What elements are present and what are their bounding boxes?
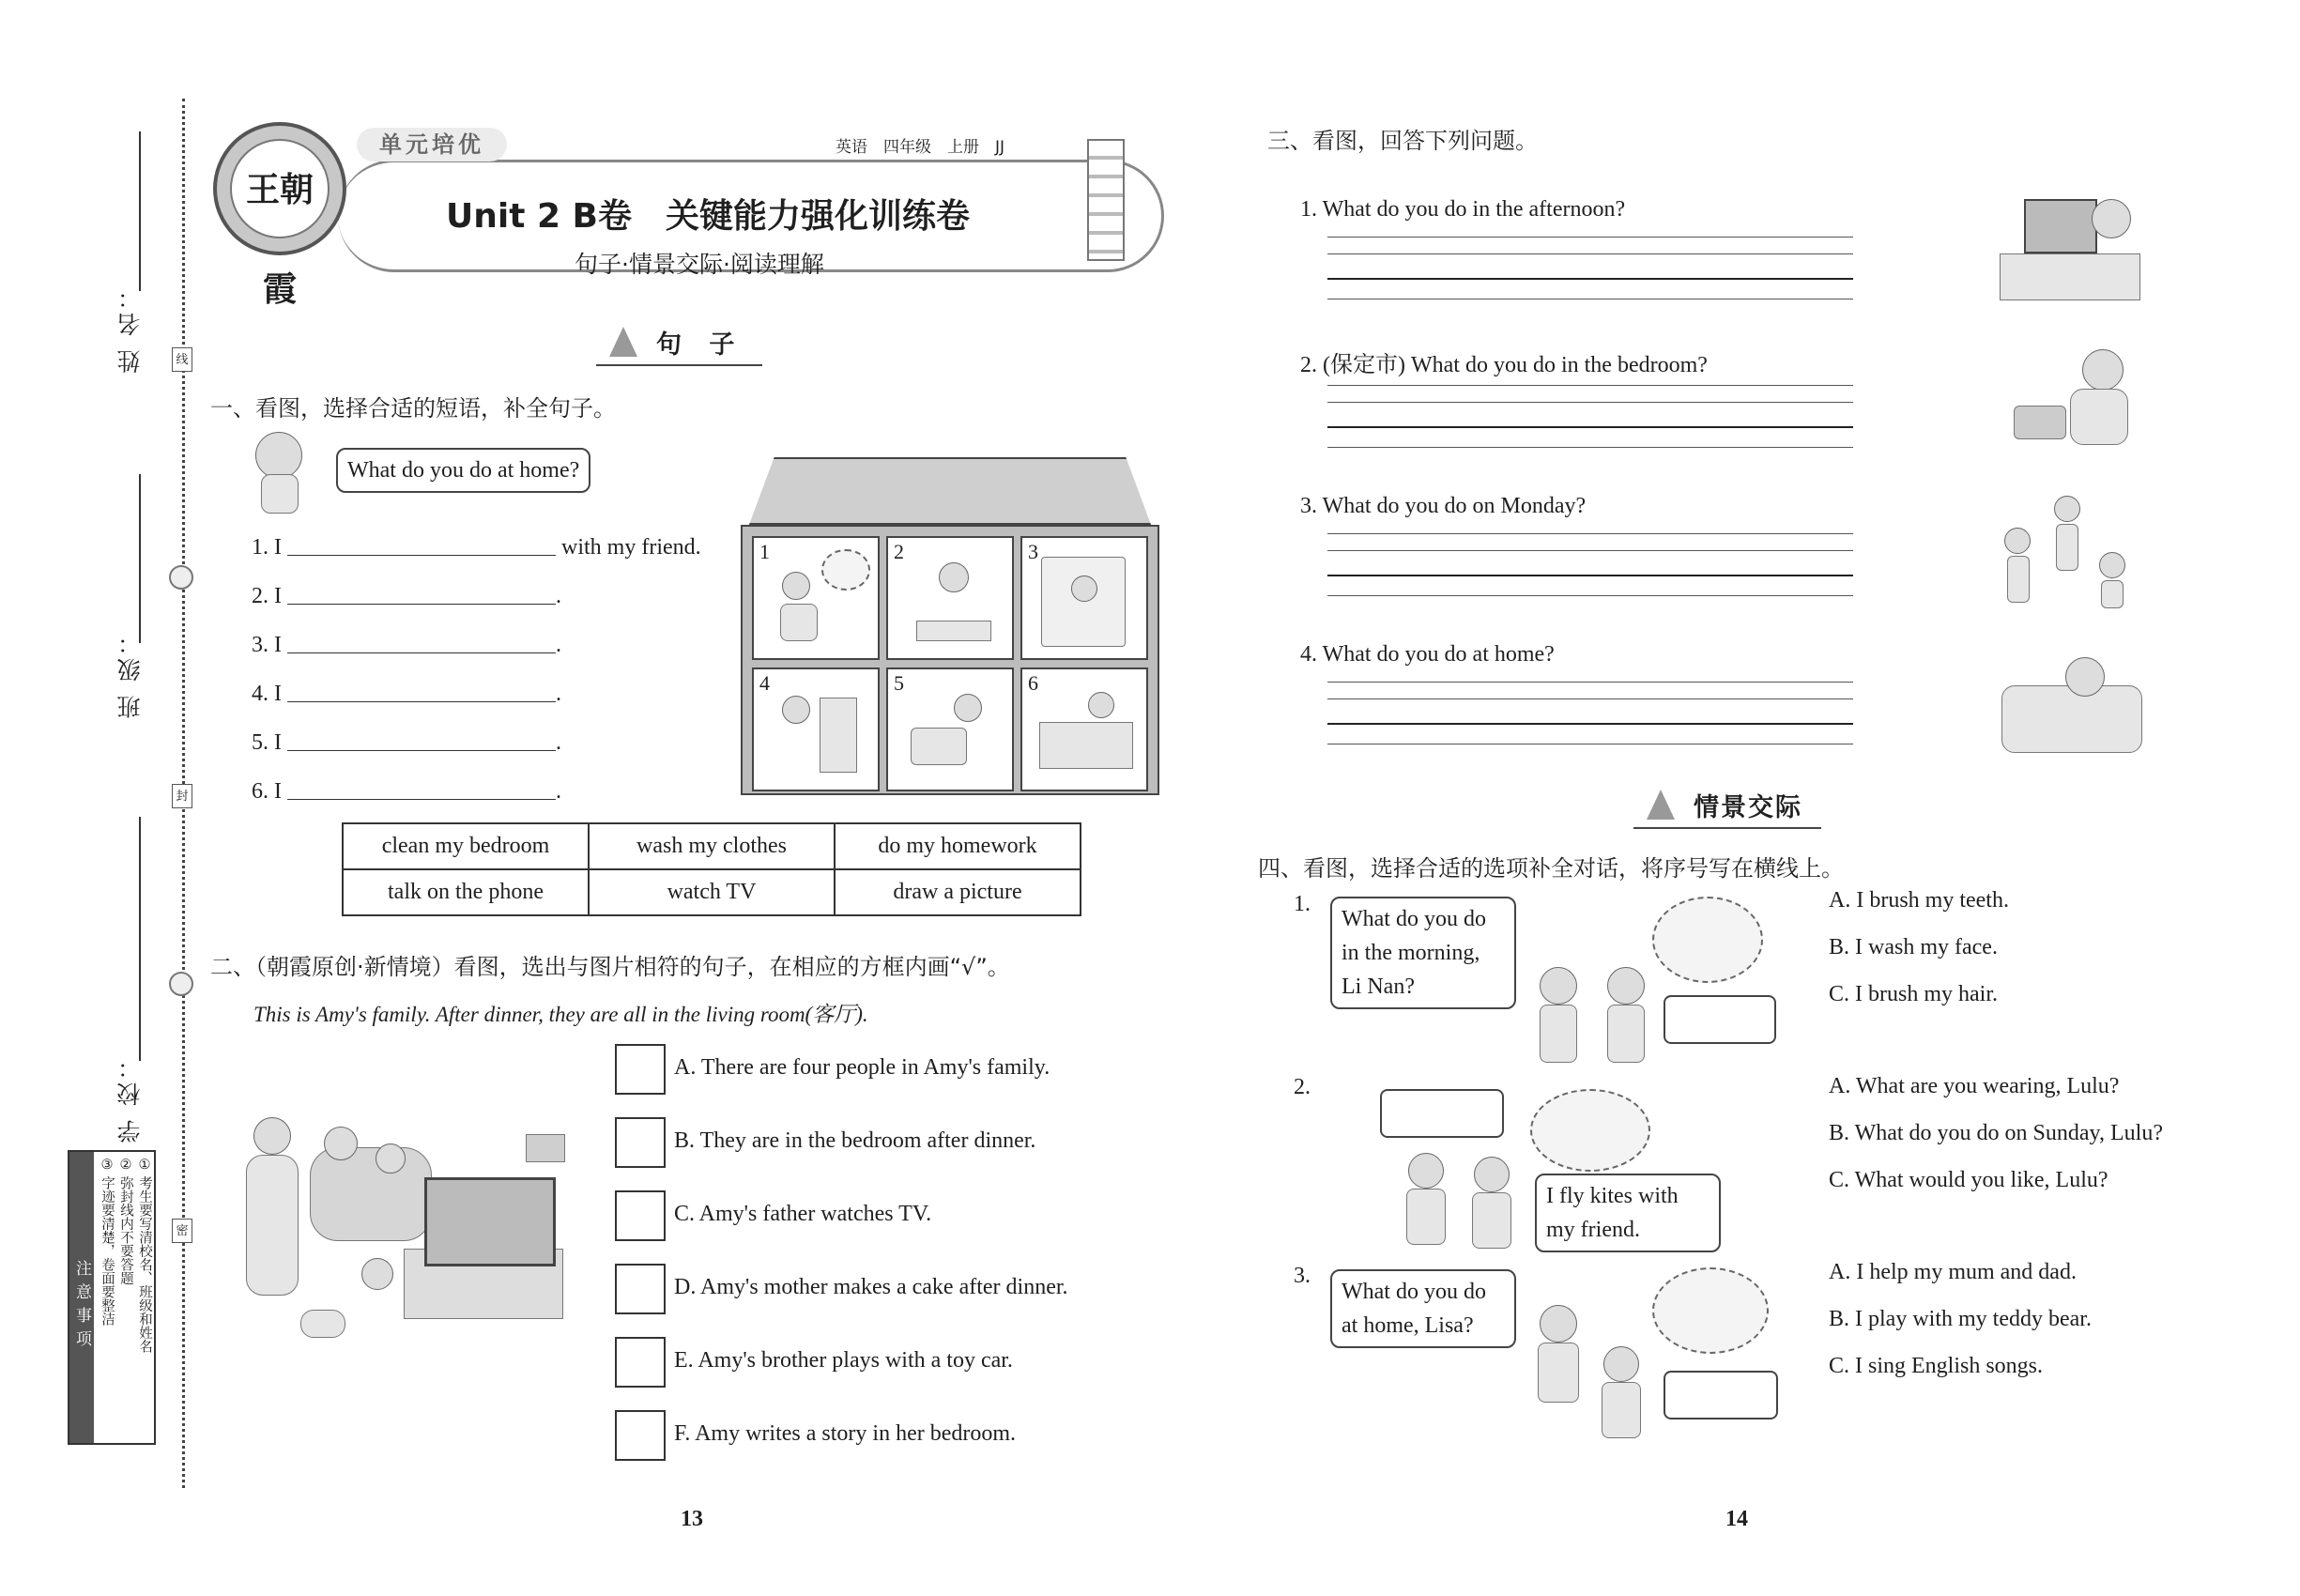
line-suffix: . (556, 730, 561, 755)
phrase-cell: draw a picture (835, 869, 1081, 915)
phrase-cell: talk on the phone (343, 869, 589, 915)
answer-blank[interactable] (287, 535, 556, 556)
answer-line[interactable] (1327, 426, 1853, 428)
washing-basin-sketch (911, 728, 967, 765)
bubble-line: What do you do (1342, 1280, 1486, 1304)
bubble-line: at home, Lisa? (1342, 1313, 1474, 1338)
girl-illustration (1474, 1157, 1510, 1192)
desk-sketch (916, 621, 991, 641)
picture-2 (886, 536, 1014, 660)
house-roof (741, 457, 1159, 525)
option-c: C. Amy's father watches TV. (674, 1202, 932, 1226)
brother-illustration (361, 1258, 393, 1290)
kite-thought-bubble (1530, 1089, 1650, 1172)
girl-illustration (1540, 967, 1577, 1005)
girl-illustration (954, 694, 982, 722)
class-label: 班 级： (118, 627, 144, 719)
line-suffix: . (556, 779, 561, 804)
thought-bubble (821, 549, 870, 591)
table-row (343, 869, 1081, 915)
kid-body-sketch (2056, 524, 2078, 571)
boy-illustration (2065, 657, 2105, 697)
line-prefix: 4. I (252, 682, 282, 706)
q3-question-4: 4. What do you do at home? (1300, 642, 1555, 667)
checkbox-a[interactable] (615, 1044, 666, 1095)
line-prefix: 2. I (252, 584, 282, 608)
checkbox-e[interactable] (615, 1337, 666, 1388)
picture-number: 4 (759, 671, 770, 695)
q4-item-number: 3. (1294, 1264, 1311, 1288)
answer-line[interactable] (1327, 550, 1853, 551)
thought-bubble (1652, 897, 1763, 983)
girl-body-sketch (1602, 1382, 1641, 1438)
class-field-line (139, 474, 141, 643)
q2-heading: 二、（朝霞原创·新情境）看图，选出与图片相符的句子，在相应的方框内画“√”。 (210, 954, 1010, 980)
phrase-cell: wash my clothes (589, 823, 835, 869)
answer-blank[interactable] (287, 682, 556, 702)
picture-number: 5 (894, 671, 904, 695)
line-suffix: . (556, 633, 561, 657)
q4-item-number: 1. (1294, 892, 1311, 916)
fill-line-5 (252, 730, 561, 756)
answer-line[interactable] (1327, 723, 1853, 725)
picture-number: 1 (759, 540, 770, 563)
radio-sketch (2014, 406, 2066, 439)
bubble-line: my friend. (1546, 1218, 1640, 1242)
answer-box-1[interactable] (1664, 995, 1776, 1044)
name-field-line (139, 131, 141, 291)
q4-2-option-a: A. What are you wearing, Lulu? (1829, 1074, 2120, 1098)
section-title-sentences (596, 324, 762, 366)
phrase-cell: do my homework (835, 823, 1081, 869)
bind-hole (169, 565, 193, 590)
answer-line[interactable] (1327, 278, 1853, 280)
answer-blank[interactable] (287, 584, 556, 605)
fill-line-3 (252, 633, 561, 658)
picture-number: 6 (1028, 671, 1038, 695)
girl-body-sketch (1540, 1005, 1577, 1063)
notice-box (68, 1150, 156, 1445)
fill-line-4 (252, 682, 561, 707)
logo-text: 王朝霞 (230, 139, 330, 238)
girl-illustration (782, 696, 810, 724)
q4-3-option-c: C. I sing English songs. (1829, 1354, 2044, 1378)
picture-number: 3 (1028, 540, 1038, 563)
q4-2-option-b: B. What do you do on Sunday, Lulu? (1829, 1121, 2163, 1145)
lighthouse-icon (1087, 139, 1125, 261)
mother-illustration (253, 1117, 291, 1155)
picture-number: 2 (894, 540, 904, 563)
line-prefix: 6. I (252, 779, 282, 804)
answer-line[interactable] (1327, 698, 1853, 699)
dog-sketch (300, 1310, 345, 1338)
fill-line-2 (252, 584, 561, 609)
desk-sketch (2000, 253, 2140, 300)
q4-3-option-a: A. I help my mum and dad. (1829, 1260, 2077, 1284)
option-d: D. Amy's mother makes a cake after dinner. (674, 1275, 1068, 1299)
answer-blank[interactable] (287, 730, 556, 751)
bubble-line: I fly kites with (1546, 1184, 1679, 1208)
picture-6 (1020, 668, 1148, 791)
bed-sketch (2001, 685, 2142, 753)
boy-body-illustration (261, 474, 299, 514)
checkbox-b[interactable] (615, 1117, 666, 1168)
picture-frame-sketch (526, 1134, 565, 1162)
bind-mark-line: 线 (172, 347, 192, 372)
boy-body-sketch (1406, 1189, 1446, 1245)
checkbox-c[interactable] (615, 1190, 666, 1241)
q4-bubble-3 (1330, 1269, 1516, 1348)
page-number-left: 13 (681, 1507, 703, 1531)
notice-item: ① 考生要写清校名、班级和姓名 (137, 1158, 152, 1354)
girl-illustration (939, 562, 969, 592)
bind-mark-secret: 密 (172, 1219, 192, 1243)
q1-heading: 一、看图，选择合适的短语，补全句子。 (210, 395, 616, 422)
series-label: 单元培优 (357, 128, 507, 161)
notice-item: ② 弥封线内不要答题 (118, 1158, 133, 1285)
house-picture-grid (741, 457, 1159, 795)
section-title-text: 句 子 (656, 330, 744, 360)
fill-line-1 (252, 535, 701, 560)
answer-line[interactable] (1327, 385, 1853, 386)
boy-illustration (2092, 199, 2131, 238)
notice-title: 注意事项 (69, 1152, 94, 1443)
mother-body-sketch (246, 1155, 299, 1296)
girl-body-sketch (2070, 389, 2128, 445)
girl-illustration (2082, 349, 2124, 391)
bed-sketch (1039, 722, 1133, 769)
girl-illustration (1603, 1346, 1639, 1382)
page-title: Unit 2 B卷 关键能力强化训练卷 (446, 197, 970, 236)
father-illustration (324, 1127, 358, 1160)
q4-bubble-1 (1330, 897, 1516, 1009)
answer-line[interactable] (1327, 533, 1853, 534)
q4-1-option-a: A. I brush my teeth. (1829, 888, 2009, 913)
name-label: 姓 名： (118, 282, 144, 374)
answer-line[interactable] (1327, 253, 1853, 254)
q3-heading: 三、看图，回答下列问题。 (1267, 128, 1538, 154)
answer-line[interactable] (1327, 237, 1853, 238)
line-prefix: 1. I (252, 535, 282, 560)
checkbox-f[interactable] (615, 1410, 666, 1461)
option-a: A. There are four people in Amy's family. (674, 1055, 1050, 1080)
answer-line[interactable] (1327, 682, 1853, 683)
answer-line[interactable] (1327, 402, 1853, 403)
line-prefix: 3. I (252, 633, 282, 657)
boy-illustration (1408, 1153, 1444, 1189)
q4-bubble-2 (1535, 1174, 1721, 1252)
answer-box-2[interactable] (1380, 1089, 1504, 1138)
line-suffix: . (556, 682, 561, 706)
page-number-right: 14 (1725, 1507, 1748, 1531)
bubble-line: What do you do (1342, 907, 1486, 931)
q4-3-option-b: B. I play with my teddy bear. (1829, 1307, 2092, 1331)
girl-body-sketch (1472, 1192, 1511, 1249)
sofa-sketch (310, 1147, 432, 1241)
option-e: E. Amy's brother plays with a toy car. (674, 1348, 1013, 1373)
boy-head-illustration (255, 432, 302, 479)
line-suffix: . (556, 584, 561, 608)
q4-1-option-c: C. I brush my hair. (1829, 982, 1998, 1006)
checkbox-d[interactable] (615, 1264, 666, 1314)
speech-bubble: What do you do at home? (336, 448, 590, 493)
picture-5 (886, 668, 1014, 791)
table-row (343, 823, 1081, 869)
school-field-line (139, 817, 141, 1061)
q3-question-3: 3. What do you do on Monday? (1300, 494, 1587, 518)
answer-box-3[interactable] (1664, 1371, 1778, 1420)
sailboat-icon (609, 327, 637, 357)
kid-body-sketch (2101, 580, 2124, 608)
answer-blank[interactable] (287, 633, 556, 653)
page-subtitle: 句子·情景交际·阅读理解 (575, 251, 824, 278)
notice-item: ③ 字迹要清楚，卷面要整洁 (100, 1158, 115, 1327)
q4-item-number: 2. (1294, 1075, 1311, 1099)
phone-table-sketch (780, 604, 818, 641)
option-f: F. Amy writes a story in her bedroom. (674, 1421, 1017, 1446)
q3-question-2: 2. (保定市) What do you do in the bedroom? (1300, 353, 1708, 377)
publisher-logo (213, 122, 346, 309)
family-thought-bubble (1652, 1267, 1769, 1354)
q3-question-1: 1. What do you do in the afternoon? (1300, 197, 1626, 222)
tv-sketch (424, 1177, 556, 1266)
school-label: 学 校： (118, 1051, 144, 1143)
answer-line[interactable] (1327, 575, 1853, 576)
phrase-table (342, 822, 1081, 916)
girl-illustration (1088, 692, 1114, 718)
phrase-cell: watch TV (589, 869, 835, 915)
girl-illustration (1540, 1305, 1577, 1343)
answer-blank[interactable] (287, 779, 556, 800)
bind-hole (169, 972, 193, 996)
phrase-cell: clean my bedroom (343, 823, 589, 869)
answer-line[interactable] (1327, 595, 1853, 596)
kid-illustration (2004, 528, 2031, 554)
sailboat-icon (1647, 790, 1675, 820)
window-sketch (1041, 557, 1126, 647)
picture-4 (752, 668, 880, 791)
q4-1-option-b: B. I wash my face. (1829, 935, 1998, 959)
line-suffix: with my friend. (561, 535, 701, 560)
header-meta: 英语 四年级 上册 JJ (836, 138, 1005, 157)
boy-illustration (1607, 967, 1645, 1005)
kid-illustration (2054, 496, 2080, 522)
girl-body-sketch (1538, 1343, 1579, 1403)
notice-items (98, 1158, 154, 1353)
boy-body-sketch (1607, 1005, 1645, 1063)
girl-illustration (782, 572, 810, 600)
q4-heading: 四、看图，选择合适的选项补全对话，将序号写在横线上。 (1258, 855, 1844, 882)
answer-line[interactable] (1327, 447, 1853, 448)
option-b: B. They are in the bedroom after dinner. (674, 1128, 1036, 1153)
bubble-line: Li Nan? (1342, 974, 1415, 999)
amy-illustration (376, 1143, 406, 1174)
q4-2-option-c: C. What would you like, Lulu? (1829, 1168, 2108, 1192)
line-prefix: 5. I (252, 730, 282, 755)
girl-illustration (1071, 575, 1097, 602)
kid-illustration (2099, 552, 2125, 578)
q2-intro: This is Amy's family. After dinner, they are all in the living room(客厅). (253, 1003, 868, 1026)
picture-3 (1020, 536, 1148, 660)
section-title-text: 情景交际 (1694, 793, 1802, 822)
section-title-communication (1633, 787, 1821, 829)
bind-mark-seal: 封 (172, 784, 192, 808)
fill-line-6 (252, 779, 561, 805)
kid-body-sketch (2007, 556, 2030, 603)
easel-sketch (820, 698, 857, 773)
computer-sketch (2024, 199, 2097, 253)
bubble-line: in the morning, (1342, 941, 1480, 965)
picture-1 (752, 536, 880, 660)
